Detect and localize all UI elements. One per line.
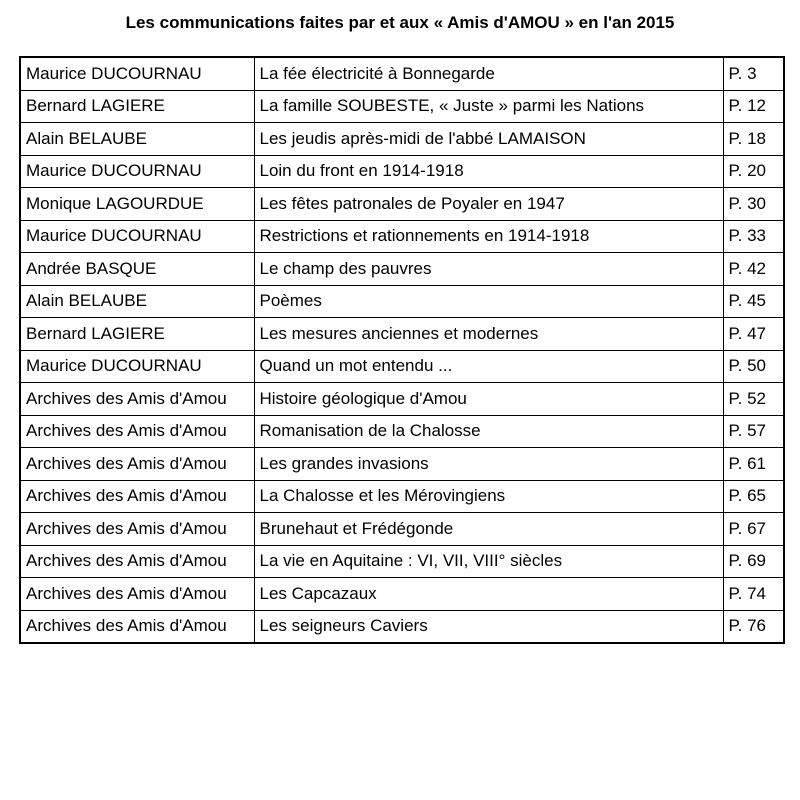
cell-author: Archives des Amis d'Amou <box>20 578 254 611</box>
cell-author: Archives des Amis d'Amou <box>20 480 254 513</box>
cell-author: Maurice DUCOURNAU <box>20 220 254 253</box>
table-row <box>20 253 784 286</box>
table-row <box>20 513 784 546</box>
table-row <box>20 57 784 90</box>
cell-title: La famille SOUBESTE, « Juste » parmi les Nations <box>254 90 723 123</box>
cell-title: La vie en Aquitaine : VI, VII, VIII° siècles <box>254 545 723 578</box>
cell-page: P. 67 <box>723 513 784 546</box>
cell-title: Romanisation de la Chalosse <box>254 415 723 448</box>
cell-author: Bernard LAGIERE <box>20 318 254 351</box>
cell-author: Monique LAGOURDUE <box>20 188 254 221</box>
cell-author: Maurice DUCOURNAU <box>20 350 254 383</box>
cell-page: P. 76 <box>723 610 784 643</box>
cell-author: Andrée BASQUE <box>20 253 254 286</box>
cell-title: Le champ des pauvres <box>254 253 723 286</box>
cell-title: La fée électricité à Bonnegarde <box>254 57 723 90</box>
table-row <box>20 610 784 643</box>
table-row <box>20 220 784 253</box>
cell-page: P. 52 <box>723 383 784 416</box>
cell-page: P. 57 <box>723 415 784 448</box>
cell-author: Bernard LAGIERE <box>20 90 254 123</box>
table-row <box>20 90 784 123</box>
cell-author: Archives des Amis d'Amou <box>20 513 254 546</box>
cell-page: P. 47 <box>723 318 784 351</box>
table-row <box>20 285 784 318</box>
cell-title: Les grandes invasions <box>254 448 723 481</box>
cell-author: Maurice DUCOURNAU <box>20 57 254 90</box>
cell-title: Loin du front en 1914-1918 <box>254 155 723 188</box>
cell-page: P. 3 <box>723 57 784 90</box>
cell-author: Alain BELAUBE <box>20 123 254 156</box>
cell-title: Les jeudis après-midi de l'abbé LAMAISON <box>254 123 723 156</box>
cell-page: P. 69 <box>723 545 784 578</box>
cell-author: Alain BELAUBE <box>20 285 254 318</box>
toc-table-body <box>20 57 784 643</box>
cell-page: P. 18 <box>723 123 784 156</box>
cell-title: Les Capcazaux <box>254 578 723 611</box>
cell-author: Archives des Amis d'Amou <box>20 610 254 643</box>
cell-title: Poèmes <box>254 285 723 318</box>
cell-page: P. 33 <box>723 220 784 253</box>
cell-title: Restrictions et rationnements en 1914-1918 <box>254 220 723 253</box>
cell-author: Archives des Amis d'Amou <box>20 448 254 481</box>
table-row <box>20 123 784 156</box>
cell-title: Les mesures anciennes et modernes <box>254 318 723 351</box>
cell-page: P. 20 <box>723 155 784 188</box>
cell-author: Archives des Amis d'Amou <box>20 383 254 416</box>
cell-page: P. 30 <box>723 188 784 221</box>
cell-page: P. 45 <box>723 285 784 318</box>
table-row <box>20 350 784 383</box>
table-row <box>20 448 784 481</box>
cell-author: Archives des Amis d'Amou <box>20 415 254 448</box>
cell-author: Maurice DUCOURNAU <box>20 155 254 188</box>
table-row <box>20 188 784 221</box>
table-row <box>20 545 784 578</box>
cell-title: Les fêtes patronales de Poyaler en 1947 <box>254 188 723 221</box>
cell-title: Histoire géologique d'Amou <box>254 383 723 416</box>
cell-page: P. 12 <box>723 90 784 123</box>
table-row <box>20 415 784 448</box>
cell-page: P. 74 <box>723 578 784 611</box>
cell-page: P. 61 <box>723 448 784 481</box>
cell-title: Brunehaut et Frédégonde <box>254 513 723 546</box>
table-row <box>20 383 784 416</box>
table-row <box>20 480 784 513</box>
table-row <box>20 318 784 351</box>
cell-title: La Chalosse et les Mérovingiens <box>254 480 723 513</box>
communications-table <box>19 56 785 644</box>
page-title: Les communications faites par et aux « Amis d'AMOU » en l'an 2015 <box>125 13 675 32</box>
cell-author: Archives des Amis d'Amou <box>20 545 254 578</box>
cell-page: P. 42 <box>723 253 784 286</box>
table-row <box>20 155 784 188</box>
cell-page: P. 50 <box>723 350 784 383</box>
cell-title: Les seigneurs Caviers <box>254 610 723 643</box>
table-row <box>20 578 784 611</box>
cell-page: P. 65 <box>723 480 784 513</box>
cell-title: Quand un mot entendu ... <box>254 350 723 383</box>
